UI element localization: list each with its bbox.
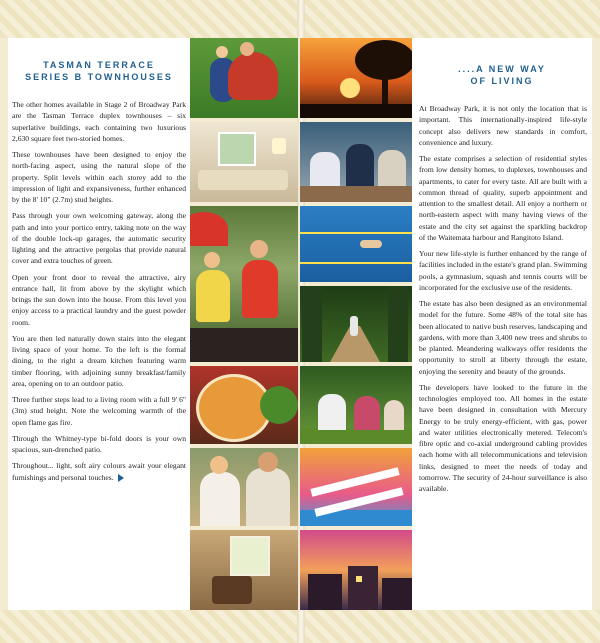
left-paragraph: The other homes available in Stage 2 of Broadway Park are the Tasman Terrace duplex townhouses – six superlative buildings, each containing two luxurious 2,630 square feet two-storied homes.: [12, 100, 186, 143]
photo-barbecue: [190, 206, 298, 362]
photo-people-on-grass: [300, 366, 412, 444]
right-heading-line1: ....A NEW WAY: [458, 64, 546, 74]
right-heading-line2: OF LIVING: [470, 76, 534, 86]
left-heading-line1: TASMAN TERRACE: [43, 60, 155, 70]
photo-sunset-tree: [300, 38, 412, 118]
left-paragraph: Pass through your own welcoming gateway, along the path and into your portico entry, taking note on the way of the double lock-up garages, the automatic security lighting and the attractive pergolas that provide natural cover and extra touches of green.: [12, 211, 186, 266]
left-paragraph: These townhouses have been designed to enjoy the north-facing aspect, using the natural slope of the property. Split levels within each storey add to the impression of light and expansiveness, further enhanced by the 8' 10" (2.7m) stud heights.: [12, 150, 186, 204]
left-body: [8, 99, 190, 483]
right-paragraph: Your new life-style is further enhanced by the range of facilities included in the estate's grand plan. Swimming pools, a gymnasium, squash and tennis courts will be incorporated for the exclusive use of the residents.: [419, 249, 587, 292]
left-text-panel: [8, 38, 190, 610]
photo-cafe-people: [300, 122, 412, 202]
left-heading: [8, 59, 190, 83]
left-paragraph: You are then led naturally down stairs into the elegant living space of your home. To the left is the formal dining, to the right a dream kitchen featuring warm timber flooring, with adjoining sunny breakfast/family area, opening on to an outdoor patio.: [12, 333, 186, 388]
photo-collage: [190, 38, 412, 610]
right-paragraph: The estate has also been designed as an environmental model for the future. Some 48% of the total site has been allocated to native bush reserves, landscaping and gardens, with more than 3,400 new trees and shrubs to be planted. Meandering walkways offer residents the opportunity to stroll at liberty through the estate, enjoying the serenity and beauty of the grounds.: [419, 299, 587, 376]
photo-living-room: [190, 122, 298, 202]
left-heading-line2: SERIES B TOWNHOUSES: [25, 72, 173, 82]
left-paragraph: Through the Whitney-type bi-fold doors is your own spacious, sun-drenched patio.: [12, 433, 186, 454]
left-paragraph-last: [12, 460, 186, 483]
right-text-panel: [412, 38, 592, 610]
photo-forest-path: [300, 286, 412, 362]
photo-couple-toasting: [190, 448, 298, 526]
photo-pool-loungers: [300, 448, 412, 526]
photo-interior-chair: [190, 530, 298, 610]
right-paragraph: The developers have looked to the future in the technologies employed too. All homes in the estate have been designed in consultation with Mercury Energy to be truly energy-efficient, with gas, power and water utilities electronically metered. Telecom's fibre optic and co-axial underground cabling provides each home with all telecommunications and television links, designed to meet the needs of today and tomorrow. The security of 24-hour surveillance is also available.: [419, 382, 587, 493]
photo-family-on-lawn: [190, 38, 298, 118]
right-paragraph: At Broadway Park, it is not only the location that is important. This internationally-inspired life-style concept also delivers new standards in comfort, convenience and luxury.: [419, 104, 587, 147]
photo-food-plate: [190, 366, 298, 444]
right-paragraph: The estate comprises a selection of residential styles from low density homes, to duplexes, townhouses and apartments, to cater for every taste. All are built with a common thread of quality, superb appointment and attention to the smallest detail. All enjoy a northern or north-eastern aspect with many having views of the estate and the city set against the sparkling backdrop of the Waitemata harbour and Rangitoto Island.: [419, 154, 587, 242]
right-heading: [412, 63, 592, 87]
photo-swimming-pool: [300, 206, 412, 282]
photo-sunset-houses: [300, 530, 412, 610]
left-paragraph: Open your front door to reveal the attractive, airy entrance hall, lit from above by the skylight which brings the sun down into the house. From this level you enjoy access to a practical laundry and the guest powder room.: [12, 272, 186, 327]
right-body: [412, 103, 592, 494]
left-paragraph: Three further steps lead to a living room with a full 9' 6" (3m) stud height. Note the welcoming warmth of the open flame gas fire.: [12, 395, 186, 427]
play-arrow-icon: [118, 474, 124, 482]
left-paragraph-text: Throughout... light, soft airy colours await your elegant furnishings and personal touches.: [12, 461, 186, 482]
